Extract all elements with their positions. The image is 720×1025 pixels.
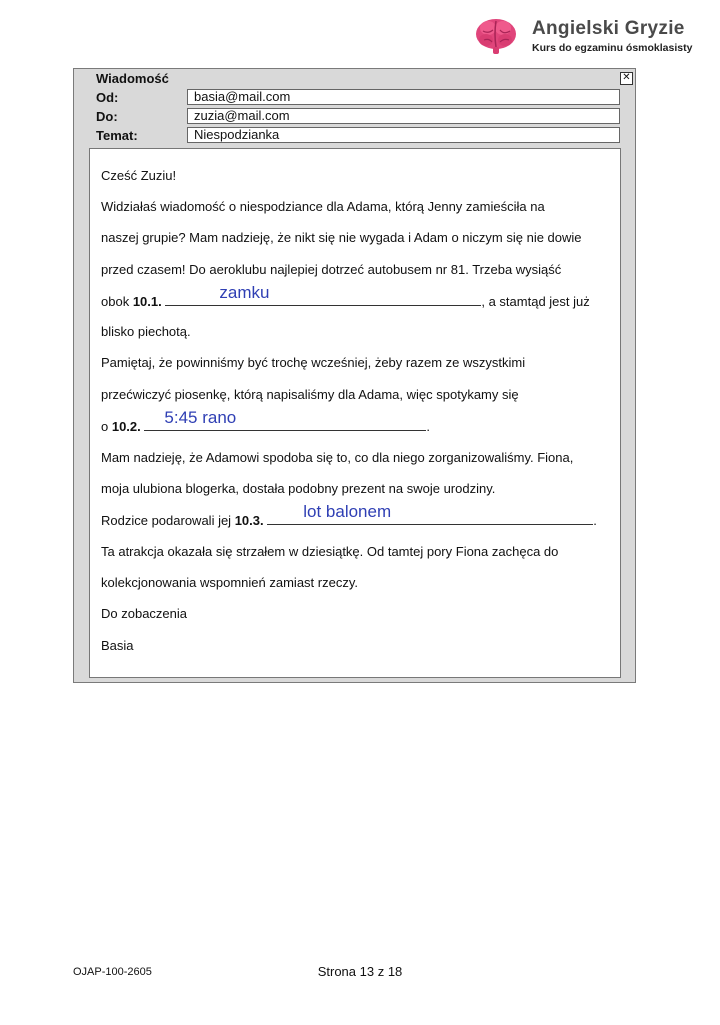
signature: Basia (101, 638, 134, 653)
text-line: Ta atrakcja okazała się strzałem w dziesiątkę. Od tamtej pory Fiona zachęca do (101, 544, 559, 559)
message-body (89, 148, 621, 678)
text-line: blisko piechotą. (101, 324, 191, 339)
greeting: Cześć Zuziu! (101, 168, 177, 183)
brain-icon (474, 16, 518, 56)
gap-number: 10.1. (132, 294, 162, 309)
exam-code: OJAP-100-2605 (73, 966, 152, 978)
close-icon[interactable]: ✕ (620, 72, 633, 85)
brand-tagline: Kurs do egzaminu ósmoklasisty (532, 42, 693, 54)
gap-line-2: o 10.2. 5:45 rano . (101, 408, 431, 434)
gap-number: 10.3. (234, 513, 264, 528)
text-line: kolekcjonowania wspomnień zamiast rzeczy. (101, 575, 358, 590)
text-line: przećwiczyć piosenkę, którą napisaliśmy dla Adama, więc spotykamy się (101, 387, 519, 402)
handwritten-answer: 5:45 rano (164, 408, 237, 427)
closing: Do zobaczenia (101, 606, 187, 621)
text-line: Pamiętaj, że powinniśmy być trochę wcześniej, żeby razem ze wszystkimi (101, 355, 526, 370)
from-label: Od: (96, 90, 119, 105)
subject-label: Temat: (96, 128, 138, 143)
subject-field[interactable]: Niespodzianka (187, 127, 620, 143)
to-field[interactable]: zuzia@mail.com (187, 108, 620, 124)
text-line: Widziałaś wiadomość o niespodziance dla Adama, którą Jenny zamieściła na (101, 199, 545, 214)
from-field[interactable]: basia@mail.com (187, 89, 620, 105)
window-title: Wiadomość (96, 71, 169, 86)
gap-line-1: obok 10.1. zamku , a stamtąd jest już (101, 283, 590, 309)
text-line: Mam nadzieję, że Adamowi spodoba się to, co dla niego zorganizowaliśmy. Fiona, (101, 450, 574, 465)
text-line: moja ulubiona blogerka, dostała podobny prezent na swoje urodziny. (101, 481, 496, 496)
brand-logo (470, 14, 710, 60)
gap-number: 10.2. (111, 419, 141, 434)
text-line: przed czasem! Do aeroklubu najlepiej dotrzeć autobusem nr 81. Trzeba wysiąść (101, 262, 562, 277)
gap-line-3: Rodzice podarowali jej 10.3. lot balonem . (101, 502, 597, 528)
handwritten-answer: lot balonem (303, 502, 392, 521)
message-window (73, 68, 636, 683)
page-number: Strona 13 z 18 (317, 964, 403, 979)
text-line: naszej grupie? Mam nadzieję, że nikt się nie wygada i Adam o niczym się nie dowie (101, 230, 582, 245)
handwritten-answer: zamku (219, 283, 270, 302)
brand-name: Angielski Gryzie (532, 18, 685, 39)
to-label: Do: (96, 109, 118, 124)
